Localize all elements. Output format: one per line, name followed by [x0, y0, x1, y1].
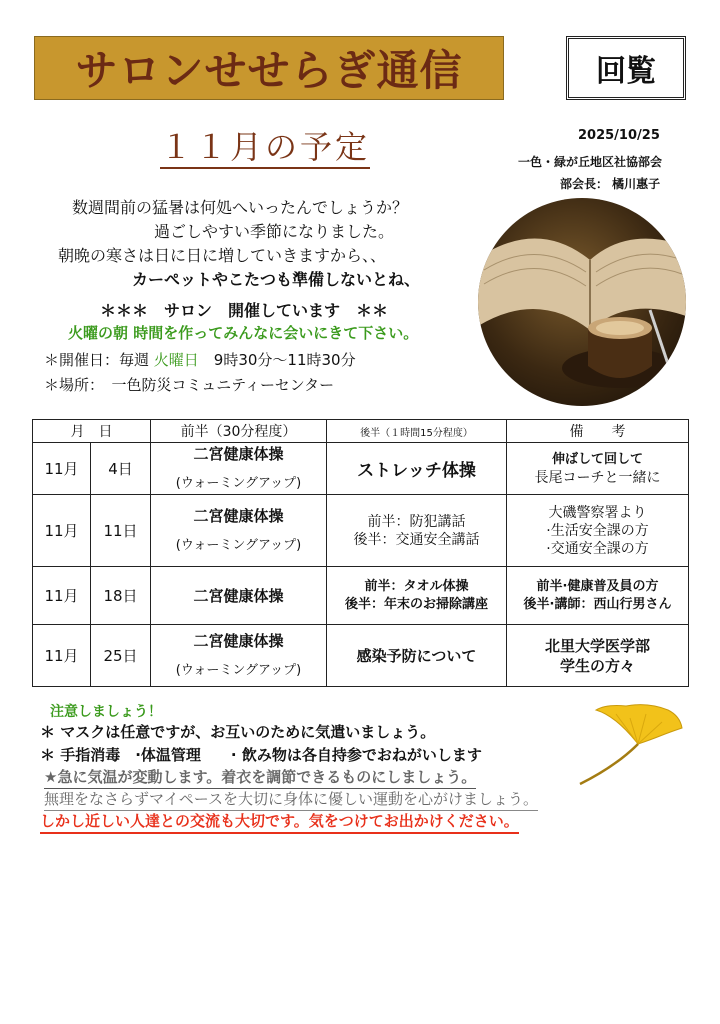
intro-line-1: 数週間前の猛暑は何処へいったんでしょうか？ — [72, 198, 409, 217]
table-row — [33, 495, 689, 567]
second-line-1: 前半：防犯講話 — [367, 513, 466, 530]
salon-schedule — [44, 349, 356, 370]
notes-line-2: 長尾コーチと一緒に — [534, 469, 661, 486]
row-day: 25日 — [91, 625, 151, 687]
intro-line-2: 過ごしやすい季節になりました。 — [154, 222, 395, 241]
table-row — [33, 567, 689, 625]
first-sub: (ウォーミングアップ) — [175, 475, 302, 491]
second-line-1: 前半：タオル体操 — [364, 578, 469, 594]
title-banner — [34, 36, 504, 100]
intro-line-3: 朝晩の寒さは日に日に増していきますから、、 — [58, 246, 387, 265]
first-main: 二宮健康体操 — [193, 586, 284, 605]
notes-line-1: 前半·健康普及員の方 — [536, 578, 659, 594]
row-month: 11月 — [33, 567, 91, 625]
ginkgo-leaf-icon — [576, 700, 686, 790]
note-line-1: ＊ マスクは任意ですが、お互いのために気遣いましょう。 — [40, 723, 436, 741]
notes-line-1: 大磯警察署より — [548, 504, 647, 521]
row-first-half — [151, 443, 327, 495]
header-second-half: 後半（１時間15分程度） — [327, 420, 507, 443]
intro-line-4: カーペットやこたつも準備しないとね、 — [132, 270, 421, 289]
salon-heading: ＊＊＊ サロン 開催しています ＊＊ — [100, 301, 389, 320]
book-and-coffee-photo — [478, 198, 686, 406]
row-second-half — [327, 567, 507, 625]
row-day: 18日 — [91, 567, 151, 625]
notes-line-2: 後半·講師：西山行男さん — [523, 596, 672, 612]
first-main: 二宮健康体操 — [193, 506, 284, 525]
row-month: 11月 — [33, 495, 91, 567]
notes-line-1: 伸ばして回して — [551, 451, 643, 467]
header-first-half: 前半（30分程度） — [151, 420, 327, 443]
row-notes — [507, 567, 689, 625]
organization-name: 一色・緑が丘地区社協部会 — [518, 155, 663, 169]
row-second-half — [327, 495, 507, 567]
note-line-5: しかし近しい人達との交流も大切です。気をつけてお出かけください。 — [40, 810, 519, 834]
second-line-1: 感染予防について — [356, 646, 477, 665]
book-coffee-illustration — [478, 198, 686, 406]
row-notes — [507, 495, 689, 567]
row-day: 4日 — [91, 443, 151, 495]
second-main: ストレッチ体操 — [357, 461, 476, 481]
first-sub: (ウォーミングアップ) — [175, 662, 302, 678]
schedule-table — [32, 419, 689, 687]
header-date: 月 日 — [33, 420, 151, 443]
row-day: 11日 — [91, 495, 151, 567]
row-month: 11月 — [33, 625, 91, 687]
row-notes — [507, 443, 689, 495]
header-notes: 備 考 — [507, 420, 689, 443]
salon-place: ＊場所： 一色防災コミュニティーセンター — [44, 376, 335, 394]
notes-line-3: ·交通安全課の方 — [546, 540, 649, 557]
issue-date: 2025/10/25 — [578, 128, 660, 143]
table-row — [33, 625, 689, 687]
notes-line-1: 北里大学医学部 — [544, 636, 650, 655]
note-line-3: ★急に気温が変動します。着衣を調節できるものにしましょう。 — [44, 766, 476, 789]
row-second-half — [327, 625, 507, 687]
second-line-2: 後半：年末のお掃除講座 — [344, 596, 488, 612]
schedule-day: 火曜日 — [153, 351, 199, 369]
chief-name: 部会長： 橘川惠子 — [560, 177, 661, 191]
row-second-half — [327, 443, 507, 495]
schedule-prefix: ＊開催日：毎週 — [44, 351, 154, 369]
note-line-2: ＊ 手指消毒 ·体温管理 · 飲み物は各自持参でおねがいします — [40, 746, 482, 764]
first-main: 二宮健康体操 — [193, 631, 284, 650]
row-first-half — [151, 567, 327, 625]
kairan-box: 回覧 — [566, 36, 686, 100]
notes-line-2: 学生の方々 — [559, 656, 635, 675]
row-notes — [507, 625, 689, 687]
newsletter-title: サロンせせらぎ通信 — [75, 46, 463, 95]
first-sub: (ウォーミングアップ) — [175, 537, 302, 553]
note-line-4: 無理をなさらずマイペースを大切に身体に優しい運動を心がけましょう。 — [44, 788, 538, 811]
row-month: 11月 — [33, 443, 91, 495]
table-row — [33, 443, 689, 495]
notes-line-2: ·生活安全課の方 — [546, 522, 649, 539]
salon-invite: 火曜の朝 時間を作ってみんなに会いにきて下さい。 — [68, 324, 419, 342]
schedule-time: 9時30分～11時30分 — [198, 351, 356, 369]
caution-heading: 注意しましょう！ — [50, 704, 162, 720]
row-first-half — [151, 495, 327, 567]
second-line-2: 後半：交通安全講話 — [353, 531, 480, 548]
first-main: 二宮健康体操 — [193, 444, 284, 463]
row-first-half — [151, 625, 327, 687]
month-title: １１月の予定 — [160, 128, 370, 169]
table-header-row — [33, 420, 689, 443]
